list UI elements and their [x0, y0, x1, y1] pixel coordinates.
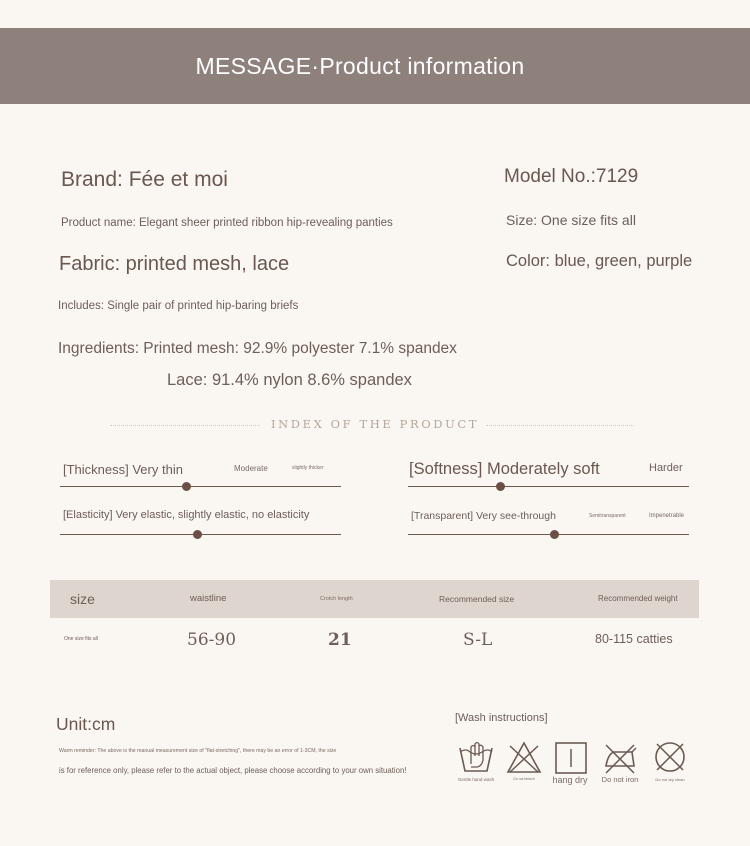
hang-dry-label: hang dry: [552, 775, 588, 785]
softness-label: [Softness] Moderately soft: [409, 460, 600, 478]
header-waistline: waistline: [190, 593, 227, 604]
softness-high-label: Harder: [649, 462, 683, 474]
model-number: Model No.:7129: [504, 166, 639, 187]
header-crotch-length: Crotch length: [320, 596, 353, 602]
transparent-label: [Transparent] Very see-through: [411, 510, 556, 522]
header-recommended-size: Recommended size: [439, 594, 515, 604]
fabric-text: Fabric: printed mesh, lace: [59, 253, 290, 275]
size-text: Size: One size fits all: [506, 212, 636, 228]
includes-text: Includes: Single pair of printed hip-baring briefs: [58, 300, 299, 312]
header-size: size: [70, 591, 95, 607]
transparent-scale-bar: [408, 534, 689, 535]
thickness-indicator: [182, 482, 191, 491]
elasticity-indicator: [193, 530, 202, 539]
hang-dry-icon: [553, 740, 589, 776]
thickness-label: [Thickness] Very thin: [63, 462, 183, 477]
header-recommended-weight: Recommended weight: [598, 594, 678, 603]
product-name: Product name: Elegant sheer printed ribbon hip-revealing panties: [61, 217, 393, 229]
cell-recommended-size: S-L: [463, 630, 493, 650]
softness-scale-bar: [408, 486, 689, 487]
no-bleach-icon: [506, 740, 542, 776]
no-bleach-label: Do not bleach: [513, 777, 535, 781]
no-iron-icon: [602, 740, 638, 776]
no-dry-clean-icon: [652, 739, 688, 775]
thickness-high-label: slightly thicker: [292, 465, 324, 471]
transparent-indicator: [550, 530, 559, 539]
cell-waistline: 56-90: [187, 630, 237, 650]
no-iron-label: Do not iron: [601, 775, 639, 784]
page-title: MESSAGE·Product information: [195, 53, 525, 79]
no-dry-clean-label: Do not dry clean: [655, 777, 685, 782]
unit-label: Unit:cm: [56, 714, 116, 734]
lace-text: Lace: 91.4% nylon 8.6% spandex: [167, 371, 412, 389]
cell-size: One size fits all: [64, 636, 98, 642]
reminder-line-2: is for reference only, please refer to the actual object, please choose according to your own situation!: [59, 766, 407, 775]
ingredients-text: Ingredients: Printed mesh: 92.9% polyester 7.1% spandex: [58, 340, 457, 357]
elasticity-label: [Elasticity] Very elastic, slightly elastic, no elasticity: [63, 509, 310, 521]
brand-text: Brand: Fée et moi: [61, 168, 228, 191]
transparent-mid-label: Semitransparent: [589, 513, 626, 519]
thickness-mid-label: Moderate: [234, 464, 268, 473]
hand-wash-icon: [458, 738, 494, 774]
hand-wash-label: Gentle hand wash: [457, 777, 495, 782]
wash-instructions-title: [Wash instructions]: [455, 712, 548, 724]
thickness-scale-bar: [60, 486, 341, 487]
cell-crotch-length: 21: [328, 630, 352, 650]
transparent-high-label: Impenetrable: [649, 513, 685, 519]
index-title: INDEX OF THE PRODUCT: [270, 417, 480, 431]
cell-recommended-weight: 80-115 catties: [595, 632, 673, 646]
reminder-line-1: Warm reminder: The above is the manual measurement size of "flat-stretching", there may be an error of 1-3CM, the size: [59, 748, 337, 754]
color-text: Color: blue, green, purple: [506, 252, 693, 270]
softness-indicator: [496, 482, 505, 491]
